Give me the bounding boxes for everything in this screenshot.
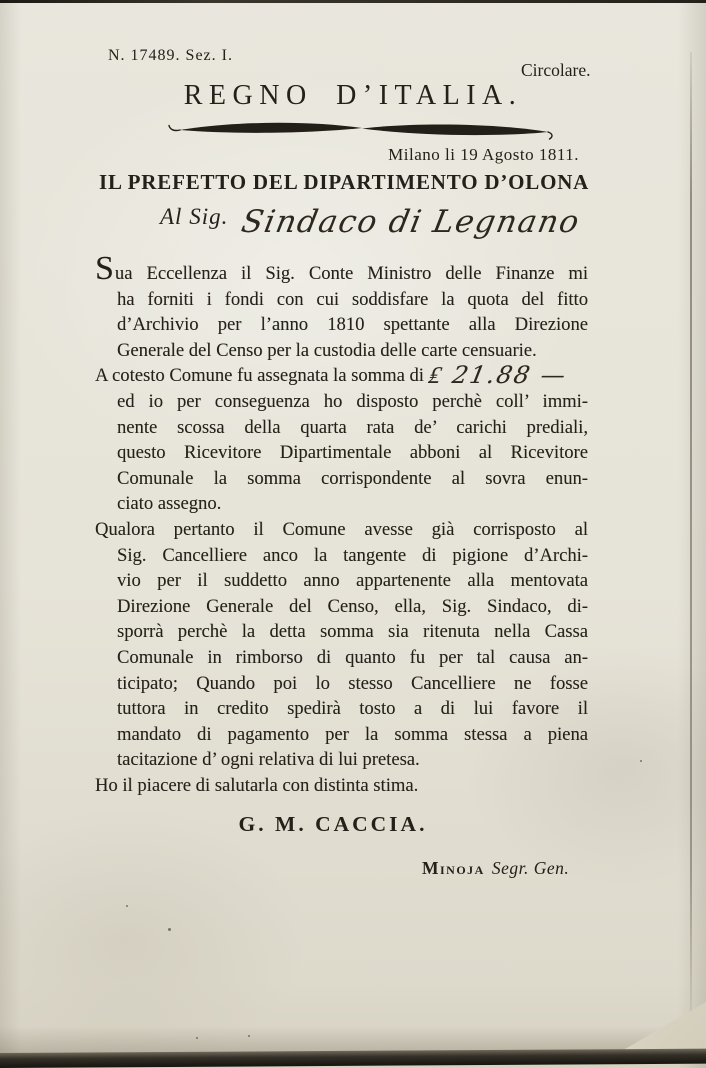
paper-speck [126,905,128,907]
body-line: tuttora in credito spedirà tosto a di lui favore il [117,698,588,720]
issuer-title: IL PREFETTO DEL DIPARTIMENTO D’OLONA [99,170,590,194]
body-line: mandato di pagamento per la somma stessa a piena [117,723,588,745]
paragraph [95,517,588,773]
body-line: nente scossa della quarta rata de’ carichi prediali, [117,416,588,438]
circular-label: Circolare. [521,60,591,80]
body-line: Comunale in rimborso di quanto fu per tal causa an- [117,646,588,668]
body-line: Sig. Cancelliere anco la tangente di pigione d’Archi- [117,544,588,566]
paragraph [95,363,588,517]
signature-name: G. M. CACCIA. [238,812,428,836]
kingdom-title: REGNO D’ITALIA. [183,80,523,111]
body-line: ha forniti i fondi con cui soddisfare la quota del fitto [117,288,588,310]
body-line: ticipato; Quando poi lo stesso Cancelliere ne fosse [117,672,588,694]
paper-speck [640,760,642,762]
flourish-divider [166,115,558,141]
secretary-title: Segr. Gen. [491,858,570,878]
body-line: tacitazione d’ ogni relativa di lui pretesa. [117,749,420,771]
paragraph [95,773,588,799]
body-line: Generale del Censo per la custodia delle carte censuarie. [117,339,537,361]
salutation-handwritten: Sindaco di Legnano [238,204,584,240]
drop-cap-initial: S [95,250,115,287]
secretary-line [422,858,569,879]
photo-top-edge [0,0,706,3]
body-line: A cotesto Comune fu assegnata la somma di ₤ 21.88 — [95,361,570,390]
body-line: d’Archivio per l’anno 1810 spettante alla Direzione [117,314,588,336]
page-fold-line [690,52,692,1012]
salutation-printed: Al Sig. [160,204,229,229]
body-line: vio per il suddetto anno appartenente alla mentovata [117,570,588,592]
paragraph [95,250,588,363]
paper-speck [168,928,171,931]
body-text [95,250,588,798]
body-line: ciato assegno. [117,493,222,515]
body-line: Comunale la somma corrispondente al sovra enun- [117,467,588,489]
body-line: Direzione Generale del Censo, ella, Sig. Sindaco, di- [117,595,588,617]
dateline: Milano li 19 Agosto 1811. [388,145,579,164]
body-line: questo Ricevitore Dipartimentale abboni al Ricevitore [117,442,588,464]
salutation [160,204,584,240]
body-line: Sua Eccellenza il Sig. Conte Ministro delle Finanze mi [95,250,588,287]
photo-bottom-edge [0,1049,706,1068]
body-line: Ho il piacere di salutarla con distinta stima. [95,774,419,796]
body-line: ed io per conseguenza ho disposto perchè coll’ immi- [117,390,588,412]
secretary-name: Minoja [422,858,485,878]
reference-number: N. 17489. Sez. I. [108,47,233,64]
body-line: sporrà perchè la detta somma sia ritenuta nella Cassa [117,621,588,643]
body-line: Qualora pertanto il Comune avesse già corrisposto al [95,518,588,540]
